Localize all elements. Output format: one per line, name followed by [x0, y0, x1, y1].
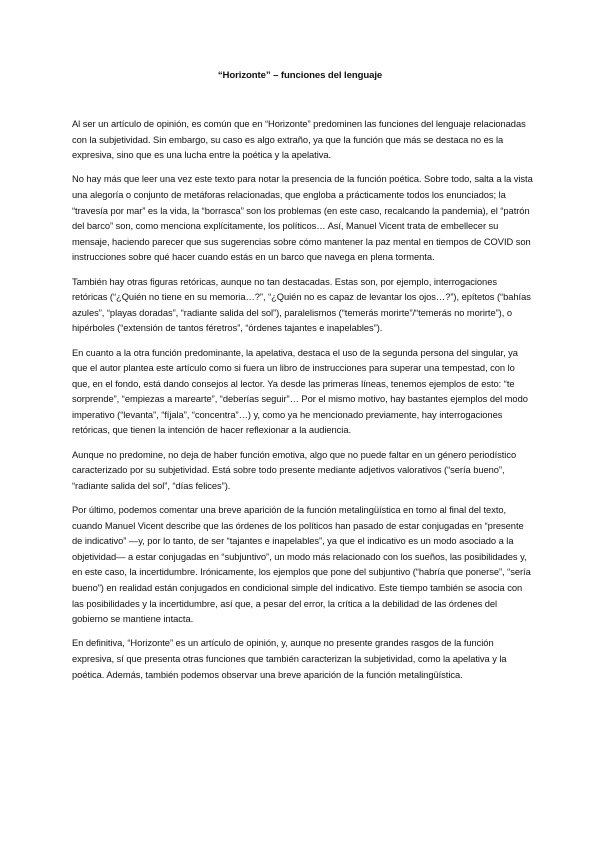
- paragraph-appellative-function: En cuanto a la otra función predominante, la apelativa, destaca el uso de la segunda persona del singular, ya que el autor plantea este artículo como si fuera un libro de instrucciones para superar una tempestad, con lo que, en el fondo, está dando consejos al lector. Ya desde las primeras líneas, tenemos ejemplos de esto: “te sorprende”, “empiezas a marearte”, “deberías seguir”… Por el mismo motivo, hay bastantes ejemplos del modo imperativo (“levanta”, “fíjala”, “concentra”…) y, como ya he mencionado previamente, hay interrogaciones retóricas, que tienen la intención de hacer reflexionar a la audiencia.: [72, 347, 528, 436]
- document-body: [72, 117, 534, 692]
- paragraph-rhetorical-figures: También hay otras figuras retóricas, aunque no tan destacadas. Estas son, por ejemplo, interrogaciones retóricas (“¿Quién no tiene en su memoria…?”, “¿Quién no es capaz de levantar los ojos…?”), epítetos (“bahías azules”, “playas doradas”, “radiante salida del sol”), paralelismos (“temerás morirte”/“temerás no morirte”), o hipérboles (“extensión de tantos féretros”, “órdenes tajantes e inapelables”).: [72, 276, 531, 334]
- paragraph-metalinguistic-function: Por último, podemos comentar una breve aparición de la función metalingüística en torno al final del texto, cuando Manuel Vicent describe que las órdenes de los políticos han pasado de estar conjugadas en “presente de indicativo” —y, por lo tanto, de ser “tajantes e inapelables”, ya que el indicativo es un modo asociado a la objetividad— a estar conjugadas en “subjuntivo”, un modo más relacionado con los sueños, las posibilidades y, en este caso, la incertidumbre. Irónicamente, los ejemplos que pone del subjuntivo (“habría que ponerse”, “sería bueno”) en realidad están conjugados en condicional simple del indicativo. Este tiempo también se asocia con las posibilidades y la incertidumbre, así que, a pesar del error, la crítica a la debilidad de las órdenes del gobierno se mantiene intacta.: [72, 505, 531, 625]
- paragraph-intro: Al ser un artículo de opinión, es común que en “Horizonte” predominen las funciones del lenguaje relacionadas con la subjetividad. Sin embargo, su caso es algo extraño, ya que la función que más se destaca no es la expresiva, sino que es una lucha entre la poética y la apelativa.: [72, 119, 526, 161]
- paragraph-conclusion: En definitiva, “Horizonte” es un artículo de opinión, y, aunque no presente grandes rasgos de la función expresiva, sí que presenta otras funciones que también caracterizan la subjetividad, como la apelativa y la poética. Además, también podemos observar una breve aparición de la función metalingüística.: [72, 638, 507, 680]
- document-title: “Horizonte” – funciones del lenguaje: [217, 70, 383, 81]
- paragraph-emotive-function: Aunque no predomine, no deja de haber función emotiva, algo que no puede faltar en un género periodístico caracterizado por su subjetividad. Está sobre todo presente mediante adjetivos valorativos (“sería bueno”, “radiante salida del sol”, “días felices”).: [72, 449, 517, 491]
- paragraph-poetic-function: No hay más que leer una vez este texto para notar la presencia de la función poética. Sobre todo, salta a la vista una alegoría o conjunto de metáforas relacionadas, que engloba a prácticamente todos los enunciados; la “travesía por mar” es la vida, la “borrasca” son los problemas (en este caso, recalcando la pandemia), el “patrón del barco” son, como menciona explícitamente, los políticos… Así, Manuel Vicent trata de embellecer su mensaje, haciendo parecer que sus sugerencias sobre cómo mantener la paz mental en tiempos de COVID son instrucciones sobre qué hacer cuando estás en un barco que navega en plena tormenta.: [72, 174, 533, 263]
